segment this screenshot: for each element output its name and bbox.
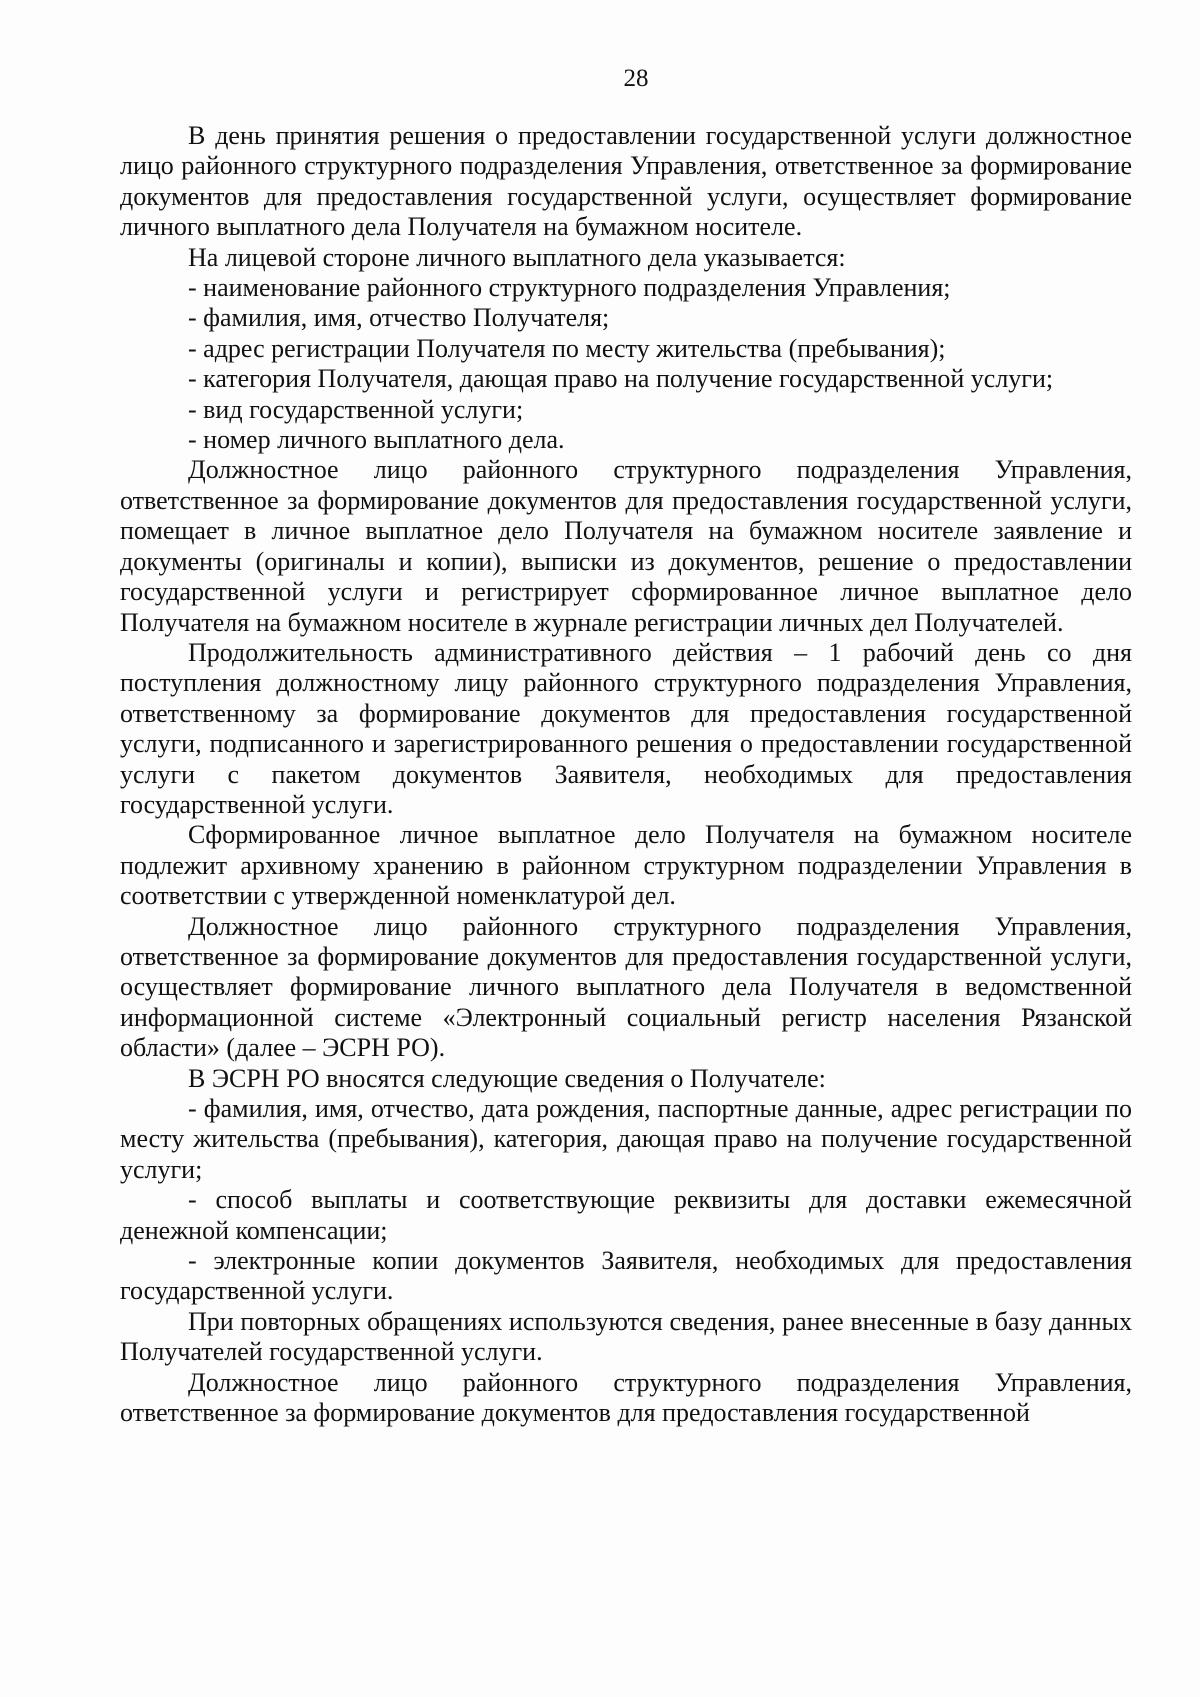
paragraph-repeat-requests: При повторных обращениях используются сведения, ранее внесенные в базу данных Получателей государственной услуги.: [120, 1306, 1132, 1367]
document-body: [120, 121, 1132, 1428]
page-number: 28: [623, 65, 649, 92]
list-item-esrn: - фамилия, имя, отчество, дата рождения, паспортные данные, адрес регистрации по месту жительства (пребывания), категория, дающая право на получение государственной услуги;: [120, 1094, 1132, 1184]
paragraph-duration: Продолжительность административного действия – 1 рабочий день со дня поступления должностному лицу районного структурного подразделения Управления, ответственному за формирование документов для предоставления государственной услуги, подписанного и зарегистрированного решения о предоставлении государственной услуги с пакетом документов Заявителя, необходимых для предоставления государственной услуги.: [120, 637, 1132, 819]
list-item-esrn: - способ выплаты и соответствующие реквизиты для доставки ежемесячной денежной компенсации;: [120, 1185, 1132, 1245]
list-item-front-side: - адрес регистрации Получателя по месту жительства (пребывания);: [188, 333, 946, 363]
paragraph-case-contents: Должностное лицо районного структурного подразделения Управления, ответственное за формирование документов для предоставления государственной услуги, помещает в личное выплатное дело Получателя на бумажном носителе заявление и документы (оригиналы и копии), выписки из документов, решение о предоставлении государственной услуги и регистрирует сформированное личное выплатное дело Получателя на бумажном носителе в журнале регистрации личных дел Получателей.: [120, 455, 1132, 637]
list-item-front-side: - фамилия, имя, отчество Получателя;: [188, 303, 610, 333]
list-item-front-side: - категория Получателя, дающая право на получение государственной услуги;: [188, 364, 1054, 394]
paragraph-decision-day: В день принятия решения о предоставлении государственной услуги должностное лицо районного структурного подразделения Управления, ответственное за формирование документов для предоставления государственной услуги, осуществляет формирование личного выплатного дела Получателя на бумажном носителе.: [120, 121, 1132, 242]
list-item-front-side: - вид государственной услуги;: [188, 394, 524, 424]
list-item-esrn: - электронные копии документов Заявителя, необходимых для предоставления государственной услуги.: [120, 1246, 1132, 1306]
list-item-front-side: - наименование районного структурного подразделения Управления;: [188, 273, 951, 303]
paragraph-esrn-intro: В ЭСРН РО вносятся следующие сведения о Получателе:: [188, 1063, 826, 1093]
paragraph-continuation: Должностное лицо районного структурного подразделения Управления, ответственное за формирование документов для предоставления государственной: [120, 1367, 1132, 1428]
list-item-front-side: - номер личного выплатного дела.: [188, 425, 565, 455]
paragraph-front-side-intro: На лицевой стороне личного выплатного дела указывается:: [188, 242, 846, 272]
paragraph-archive: Сформированное личное выплатное дело Получателя на бумажном носителе подлежит архивному хранению в районном структурном подразделении Управления в соответствии с утвержденной номенклатурой дел.: [120, 820, 1132, 911]
paragraph-esrn-formation: Должностное лицо районного структурного подразделения Управления, ответственное за формирование документов для предоставления государственной услуги, осуществляет формирование личного выплатного дела Получателя в ведомственной информационной системе «Электронный социальный регистр населения Рязанской области» (далее – ЭСРН РО).: [120, 911, 1132, 1063]
